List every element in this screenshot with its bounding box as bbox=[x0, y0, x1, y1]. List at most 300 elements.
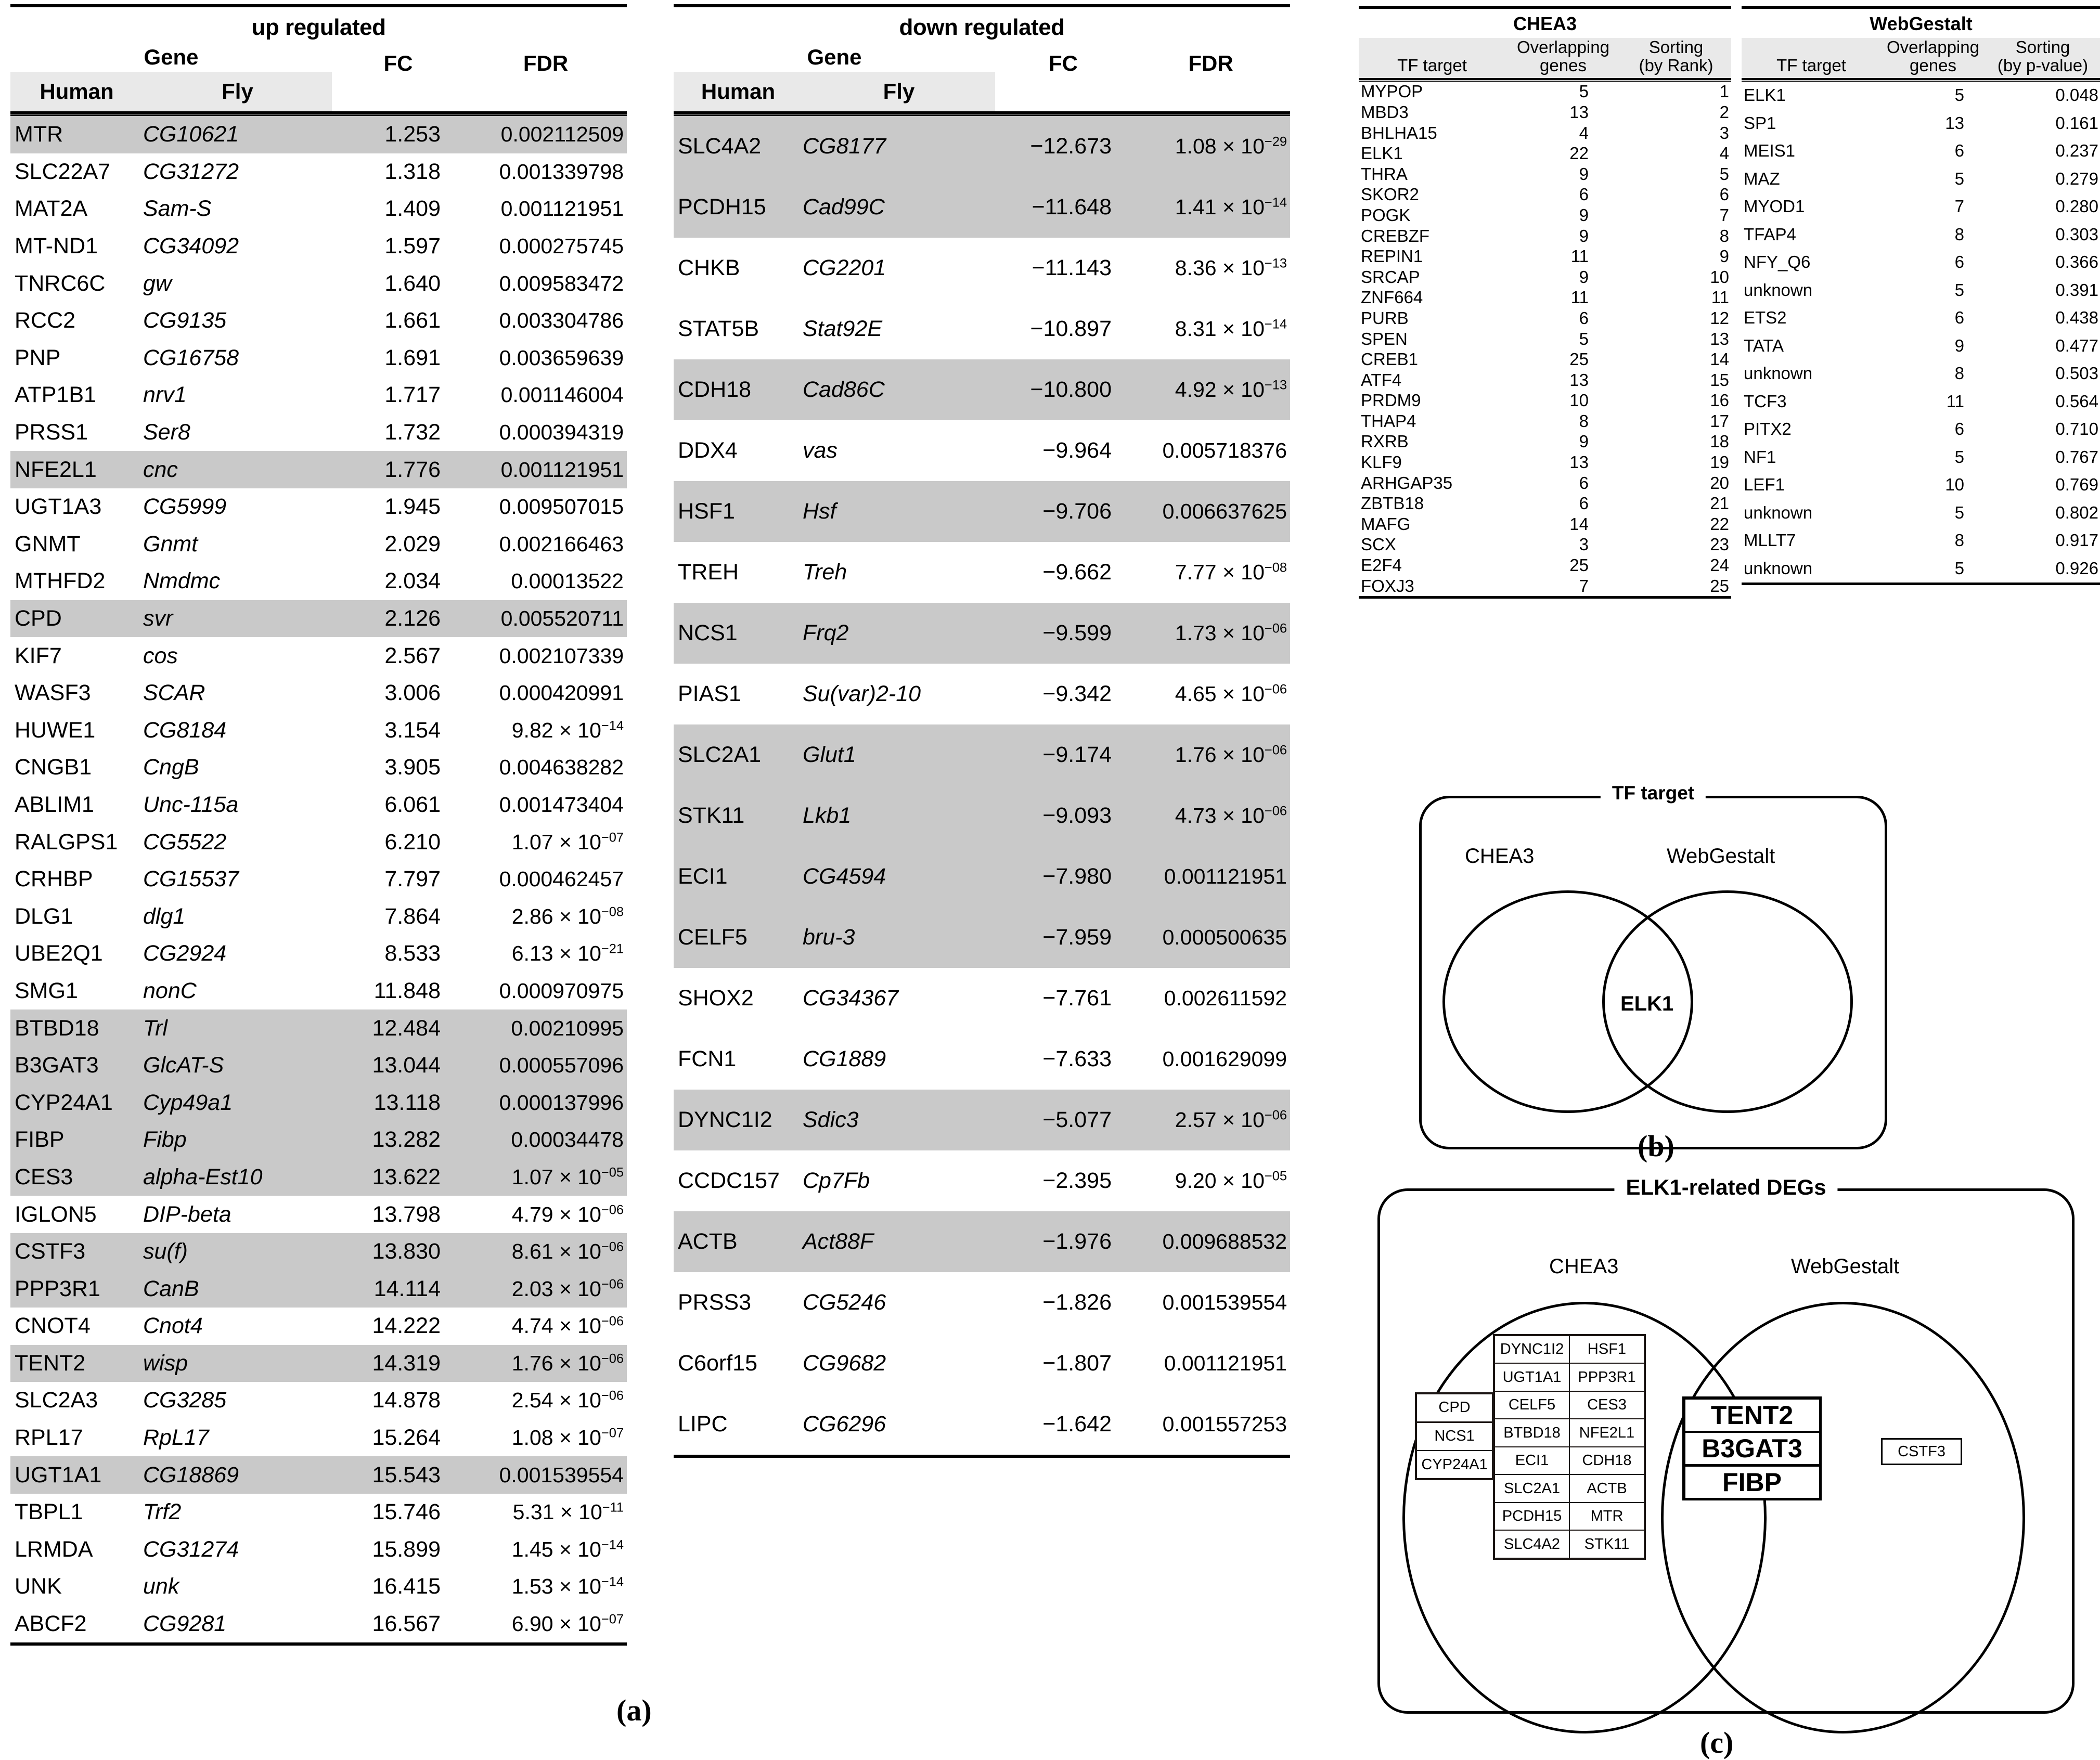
cell-sorting: 2 bbox=[1719, 102, 1729, 122]
cell-overlapping-genes: 6 bbox=[1954, 419, 1964, 439]
cell-fly: Hsf bbox=[803, 499, 836, 524]
cell-human: TENT2 bbox=[15, 1350, 86, 1376]
table-row bbox=[10, 786, 627, 824]
cell-fdr: 0.002107339 bbox=[499, 643, 624, 668]
chea3-body bbox=[1359, 82, 1731, 597]
cell-fc: 2.029 bbox=[384, 531, 441, 557]
cell-fdr: $1.76 \times 10^{-06}$ bbox=[1175, 743, 1287, 767]
table-row bbox=[10, 1606, 627, 1643]
cell-overlapping-genes: 5 bbox=[1579, 82, 1589, 101]
cell-overlapping-genes: 6 bbox=[1954, 141, 1964, 161]
gene-cell: NFE2L1 bbox=[1569, 1418, 1645, 1447]
panel-b-label: (b) bbox=[1638, 1129, 1674, 1163]
cell-overlapping-genes: 9 bbox=[1579, 226, 1589, 245]
cell-tf-target: SKOR2 bbox=[1361, 185, 1419, 204]
cell-fdr: 0.001121951 bbox=[1164, 864, 1287, 888]
cell-sorting: 0.391 bbox=[2055, 280, 2098, 300]
col-header-fly: Fly bbox=[222, 79, 253, 103]
right-only-gene-box: CSTF3 bbox=[1881, 1438, 1962, 1465]
cell-fly: CanB bbox=[143, 1276, 199, 1301]
webgestalt-header-double-rule bbox=[1742, 78, 2100, 82]
chea3-row bbox=[1359, 576, 1731, 597]
cell-fly: Cad99C bbox=[803, 195, 885, 219]
cell-fly: CG34092 bbox=[143, 234, 239, 259]
cell-fdr: 0.001473404 bbox=[499, 792, 624, 817]
cell-fly: Su(var)2-10 bbox=[803, 681, 921, 706]
cell-fdr: $5.31 \times 10^{-11}$ bbox=[512, 1500, 624, 1524]
venn-b-right-label: WebGestalt bbox=[1667, 845, 1775, 868]
cell-fc: 1.640 bbox=[384, 270, 441, 296]
cell-tf-target: MBD3 bbox=[1361, 102, 1409, 122]
chea3-row bbox=[1359, 123, 1731, 144]
table-row bbox=[10, 1308, 627, 1345]
panel-c-venn bbox=[1377, 1175, 2075, 1759]
cell-sorting: 0.477 bbox=[2055, 335, 2098, 355]
cell-fly: alpha-Est10 bbox=[143, 1164, 263, 1189]
cell-human: KIF7 bbox=[15, 643, 62, 668]
venn-c-right-label: WebGestalt bbox=[1791, 1255, 1900, 1278]
cell-tf-target: ELK1 bbox=[1361, 144, 1403, 163]
table-row bbox=[10, 1456, 627, 1494]
webgestalt-row bbox=[1742, 276, 2100, 304]
cell-fly: RpL17 bbox=[143, 1425, 209, 1451]
cell-sorting: 0.926 bbox=[2055, 558, 2098, 578]
cell-tf-target: FOXJ3 bbox=[1361, 576, 1414, 596]
cell-fly: GlcAT-S bbox=[143, 1053, 224, 1078]
cell-fly: CG2201 bbox=[803, 255, 886, 280]
overlap-line2: genes bbox=[1910, 56, 1956, 75]
cell-overlapping-genes: 5 bbox=[1579, 329, 1589, 348]
cell-tf-target: REPIN1 bbox=[1361, 247, 1423, 266]
cell-fdr: 0.000420991 bbox=[499, 681, 624, 705]
table-row bbox=[674, 1090, 1290, 1150]
cell-fc: 1.318 bbox=[384, 159, 441, 184]
webgestalt-bottom-rule bbox=[1742, 583, 2100, 585]
table-row bbox=[10, 637, 627, 675]
table-row bbox=[674, 1333, 1290, 1394]
up-regulated-table bbox=[10, 4, 627, 1646]
cell-fdr: 0.000500635 bbox=[1162, 925, 1287, 949]
cell-fdr: 0.001121951 bbox=[500, 197, 624, 221]
cell-tf-target: CREB1 bbox=[1361, 350, 1419, 369]
cell-overlapping-genes: 5 bbox=[1954, 558, 1964, 578]
cell-fly: wisp bbox=[143, 1350, 188, 1376]
chea3-row bbox=[1359, 102, 1731, 123]
cell-fc: 14.878 bbox=[372, 1388, 441, 1413]
cell-overlapping-genes: 6 bbox=[1579, 473, 1589, 493]
cell-tf-target: PITX2 bbox=[1744, 419, 1792, 439]
cell-fly: Cp7Fb bbox=[803, 1168, 870, 1193]
webgestalt-table bbox=[1742, 6, 2100, 585]
cell-human: TNRC6C bbox=[15, 270, 106, 296]
chea3-bottom-rule bbox=[1359, 596, 1731, 599]
cell-sorting: 21 bbox=[1710, 494, 1729, 513]
cell-fdr: $1.76 \times 10^{-06}$ bbox=[511, 1351, 624, 1375]
webgestalt-row bbox=[1742, 221, 2100, 249]
intersection-gene-cell: B3GAT3 bbox=[1684, 1431, 1821, 1466]
table-row bbox=[10, 526, 627, 563]
cell-human: PRSS1 bbox=[15, 420, 88, 445]
chea3-row bbox=[1359, 411, 1731, 432]
webgestalt-row bbox=[1742, 360, 2100, 388]
table-row bbox=[674, 1394, 1290, 1455]
table-row bbox=[10, 153, 627, 191]
cell-tf-target: ELK1 bbox=[1744, 85, 1786, 105]
cell-overlapping-genes: 6 bbox=[1954, 308, 1964, 328]
chea3-table bbox=[1359, 6, 1731, 599]
cell-fdr: 0.001629099 bbox=[1162, 1047, 1287, 1071]
cell-sorting: 22 bbox=[1710, 514, 1729, 534]
header-double-rule bbox=[674, 111, 1290, 116]
cell-fly: Gnmt bbox=[143, 531, 198, 557]
venn-c-intersection-box bbox=[1682, 1396, 1822, 1500]
cell-tf-target: MYOD1 bbox=[1744, 197, 1805, 216]
cell-fly: CG4594 bbox=[803, 864, 886, 889]
cell-fdr: $2.57 \times 10^{-06}$ bbox=[1175, 1108, 1287, 1132]
cell-human: PPP3R1 bbox=[15, 1276, 100, 1301]
cell-fdr: 0.00013522 bbox=[511, 569, 624, 593]
venn-c-left-extra-column bbox=[1415, 1392, 1494, 1480]
cell-fc: 3.006 bbox=[384, 680, 441, 706]
cell-sorting: 11 bbox=[1711, 288, 1729, 307]
table-row bbox=[674, 785, 1290, 846]
cell-fly: CG15537 bbox=[143, 866, 239, 892]
cell-human: TBPL1 bbox=[15, 1499, 83, 1525]
cell-tf-target: unknown bbox=[1744, 364, 1813, 383]
table-row bbox=[10, 340, 627, 377]
cell-fdr: $7.77 \times 10^{-08}$ bbox=[1175, 560, 1287, 584]
cell-fdr: 0.009688532 bbox=[1162, 1230, 1287, 1253]
chea3-row bbox=[1359, 514, 1731, 535]
cell-human: CES3 bbox=[15, 1164, 73, 1189]
webgestalt-row bbox=[1742, 499, 2100, 527]
cell-overlapping-genes: 9 bbox=[1954, 335, 1964, 355]
cell-fc: 1.661 bbox=[384, 308, 441, 333]
chea3-row bbox=[1359, 535, 1731, 555]
table-row bbox=[10, 1494, 627, 1531]
table-row bbox=[10, 1270, 627, 1308]
cell-fdr: 0.00034478 bbox=[511, 1128, 624, 1152]
cell-sorting: 0.802 bbox=[2055, 502, 2098, 522]
cell-human: CCDC157 bbox=[678, 1168, 780, 1193]
cell-fdr: $4.74 \times 10^{-06}$ bbox=[511, 1314, 624, 1338]
table-row bbox=[10, 1084, 627, 1121]
cell-human: UGT1A3 bbox=[15, 494, 102, 520]
col-header-fdr: FDR bbox=[1188, 51, 1233, 75]
cell-tf-target: SP1 bbox=[1744, 113, 1776, 133]
cell-human: STK11 bbox=[678, 803, 745, 828]
gene-cell: CYP24A1 bbox=[1416, 1450, 1493, 1479]
cell-fc: 3.905 bbox=[384, 755, 441, 780]
cell-fdr: $1.45 \times 10^{-14}$ bbox=[511, 1537, 624, 1561]
cell-fdr: $1.41 \times 10^{-14}$ bbox=[1175, 195, 1287, 219]
table-row bbox=[674, 481, 1290, 542]
cell-fly: Unc-115a bbox=[143, 792, 239, 817]
cell-tf-target: ATF4 bbox=[1361, 370, 1402, 390]
table-row bbox=[674, 907, 1290, 968]
cell-overlapping-genes: 6 bbox=[1954, 252, 1964, 272]
cell-fdr: $1.07 \times 10^{-05}$ bbox=[511, 1164, 624, 1189]
cell-fc: −9.599 bbox=[1042, 620, 1112, 645]
gene-cell: STK11 bbox=[1569, 1530, 1645, 1559]
cell-fc: −9.662 bbox=[1042, 560, 1112, 585]
cell-fc: 1.253 bbox=[384, 122, 441, 147]
gene-group-header: Gene bbox=[144, 45, 199, 69]
cell-fdr: 0.002166463 bbox=[499, 532, 624, 556]
cell-tf-target: NF1 bbox=[1744, 447, 1776, 467]
cell-fdr: 0.001121951 bbox=[1164, 1351, 1287, 1375]
cell-fc: 6.061 bbox=[384, 792, 441, 817]
cell-fly: Nmdmc bbox=[143, 568, 221, 594]
cell-fly: CG5246 bbox=[803, 1290, 886, 1315]
cell-human: STAT5B bbox=[678, 316, 759, 341]
cell-overlapping-genes: 5 bbox=[1954, 447, 1964, 467]
table-row bbox=[10, 1345, 627, 1382]
cell-overlapping-genes: 14 bbox=[1569, 514, 1589, 534]
cell-fc: −1.807 bbox=[1042, 1351, 1112, 1376]
cell-overlapping-genes: 6 bbox=[1579, 494, 1589, 513]
cell-human: CNOT4 bbox=[15, 1313, 91, 1339]
cell-overlapping-genes: 9 bbox=[1579, 164, 1589, 184]
venn-c-right-ellipse bbox=[1661, 1302, 2025, 1733]
table-row bbox=[674, 603, 1290, 664]
cell-fdr: 0.001557253 bbox=[1162, 1412, 1287, 1436]
overlap-line1: Overlapping bbox=[1517, 37, 1609, 57]
cell-sorting: 0.366 bbox=[2055, 252, 2098, 272]
gene-cell: HSF1 bbox=[1569, 1335, 1645, 1364]
cell-overlapping-genes: 4 bbox=[1579, 123, 1589, 143]
cell-human: PIAS1 bbox=[678, 681, 741, 706]
cell-tf-target: CREBZF bbox=[1361, 226, 1429, 245]
gene-cell: NCS1 bbox=[1416, 1422, 1493, 1451]
cell-fc: 15.264 bbox=[372, 1425, 441, 1451]
table-row bbox=[10, 898, 627, 935]
cell-fc: 13.044 bbox=[372, 1053, 441, 1078]
cell-sorting: 14 bbox=[1710, 350, 1729, 369]
cell-sorting: 19 bbox=[1710, 452, 1729, 472]
cell-overlapping-genes: 8 bbox=[1954, 530, 1964, 550]
cell-sorting: 0.303 bbox=[2055, 224, 2098, 244]
cell-human: ACTB bbox=[678, 1229, 738, 1254]
cell-fly: nonC bbox=[143, 978, 197, 1003]
cell-fc: 1.732 bbox=[384, 420, 441, 445]
webgestalt-col-header-sorting bbox=[1985, 38, 2100, 75]
cell-fc: −7.959 bbox=[1042, 925, 1112, 950]
down-table-title: down regulated bbox=[899, 15, 1065, 40]
cell-tf-target: NFY_Q6 bbox=[1744, 252, 1811, 272]
gene-cell: ECI1 bbox=[1494, 1446, 1570, 1476]
cell-fc: 14.222 bbox=[372, 1313, 441, 1339]
cell-human: UBE2Q1 bbox=[15, 941, 103, 966]
cell-fdr: $4.92 \times 10^{-13}$ bbox=[1175, 378, 1287, 402]
cell-fc: 13.622 bbox=[372, 1164, 441, 1189]
table-row bbox=[10, 935, 627, 973]
cell-fly: svr bbox=[143, 606, 173, 631]
col-header-human: Human bbox=[40, 79, 114, 103]
gene-cell: PCDH15 bbox=[1494, 1502, 1570, 1531]
cell-fly: Stat92E bbox=[803, 316, 882, 341]
webgestalt-row bbox=[1742, 249, 2100, 277]
cell-fc: 8.533 bbox=[384, 941, 441, 966]
cell-fc: 14.114 bbox=[373, 1276, 441, 1301]
cell-fc: 1.945 bbox=[384, 494, 441, 520]
cell-overlapping-genes: 3 bbox=[1579, 535, 1589, 554]
cell-human: LIPC bbox=[678, 1412, 728, 1437]
cell-tf-target: ARHGAP35 bbox=[1361, 473, 1453, 493]
chea3-row bbox=[1359, 82, 1731, 102]
cell-human: ABCF2 bbox=[15, 1611, 87, 1637]
cell-fc: −1.976 bbox=[1042, 1229, 1112, 1254]
cell-human: SLC22A7 bbox=[15, 159, 111, 184]
table-row bbox=[674, 299, 1290, 359]
cell-human: RCC2 bbox=[15, 308, 76, 333]
cell-fdr: $8.61 \times 10^{-06}$ bbox=[511, 1239, 624, 1264]
down-regulated-table bbox=[674, 4, 1290, 1458]
cell-fc: −11.143 bbox=[1032, 255, 1112, 280]
cell-fdr: $1.08 \times 10^{-29}$ bbox=[1175, 134, 1287, 158]
table-row bbox=[674, 1029, 1290, 1090]
cell-fdr: 0.005520711 bbox=[500, 606, 624, 631]
cell-fc: −10.800 bbox=[1030, 377, 1112, 402]
cell-human: MTHFD2 bbox=[15, 568, 106, 594]
cell-fc: 16.567 bbox=[372, 1611, 441, 1637]
table-row bbox=[674, 724, 1290, 785]
webgestalt-row bbox=[1742, 387, 2100, 416]
table-row bbox=[10, 1047, 627, 1084]
chea3-col-header-overlap bbox=[1505, 38, 1621, 75]
table-row bbox=[10, 1159, 627, 1196]
cell-tf-target: unknown bbox=[1744, 280, 1813, 300]
table-row bbox=[674, 116, 1290, 177]
cell-sorting: 25 bbox=[1710, 576, 1729, 596]
table-row bbox=[10, 861, 627, 898]
chea3-row bbox=[1359, 143, 1731, 164]
cell-sorting: 0.237 bbox=[2055, 141, 2098, 161]
cell-fly: Sdic3 bbox=[803, 1107, 859, 1132]
intersection-gene-cell: TENT2 bbox=[1684, 1398, 1821, 1432]
cell-fc: 1.409 bbox=[384, 196, 441, 222]
cell-fdr: $4.73 \times 10^{-06}$ bbox=[1175, 804, 1287, 827]
cell-fdr: $1.08 \times 10^{-07}$ bbox=[511, 1426, 624, 1450]
webgestalt-row bbox=[1742, 109, 2100, 137]
cell-fc: 15.746 bbox=[372, 1499, 441, 1525]
cell-fly: CG8184 bbox=[143, 717, 227, 743]
cell-sorting: 4 bbox=[1719, 144, 1729, 163]
table-row bbox=[674, 1211, 1290, 1272]
chea3-header-row bbox=[1359, 38, 1731, 78]
cell-sorting: 1 bbox=[1719, 82, 1729, 101]
gene-cell: PPP3R1 bbox=[1569, 1363, 1645, 1392]
cell-fdr: 0.003304786 bbox=[499, 308, 624, 333]
cell-overlapping-genes: 11 bbox=[1570, 247, 1589, 266]
webgestalt-row bbox=[1742, 332, 2100, 360]
cell-human: ABLIM1 bbox=[15, 792, 94, 817]
cell-overlapping-genes: 7 bbox=[1579, 576, 1589, 596]
cell-fly: unk bbox=[143, 1574, 179, 1599]
webgestalt-title: WebGestalt bbox=[1870, 13, 1973, 34]
cell-sorting: 16 bbox=[1710, 391, 1729, 410]
cell-tf-target: MEIS1 bbox=[1744, 141, 1796, 161]
chea3-row bbox=[1359, 205, 1731, 226]
cell-fdr: $9.20 \times 10^{-05}$ bbox=[1175, 1169, 1287, 1193]
table-bottom-rule bbox=[10, 1642, 627, 1646]
chea3-row bbox=[1359, 164, 1731, 185]
cell-tf-target: SCX bbox=[1361, 535, 1396, 554]
cell-human: HUWE1 bbox=[15, 717, 96, 743]
cell-tf-target: TCF3 bbox=[1744, 391, 1787, 411]
cell-fc: 15.543 bbox=[372, 1462, 441, 1487]
cell-fly: CG9682 bbox=[803, 1351, 886, 1376]
cell-sorting: 7 bbox=[1719, 205, 1729, 225]
cell-fc: 2.567 bbox=[384, 643, 441, 668]
cell-fdr: 0.001539554 bbox=[1162, 1290, 1287, 1314]
cell-fdr: 0.000275745 bbox=[499, 234, 624, 258]
gene-cell: ACTB bbox=[1569, 1474, 1645, 1503]
chea3-row bbox=[1359, 267, 1731, 288]
cell-fly: nrv1 bbox=[143, 382, 187, 408]
cell-fc: −10.897 bbox=[1030, 316, 1112, 341]
chea3-title: CHEA3 bbox=[1513, 13, 1577, 34]
cell-fdr: 0.009583472 bbox=[499, 271, 624, 295]
cell-human: UGT1A1 bbox=[15, 1462, 102, 1487]
cell-fc: −9.706 bbox=[1042, 499, 1112, 524]
cell-fdr: 0.001339798 bbox=[499, 159, 624, 184]
sorting-line2: (by Rank) bbox=[1639, 56, 1714, 75]
up-table-header bbox=[10, 44, 627, 111]
cell-human: DDX4 bbox=[678, 438, 738, 463]
cell-sorting: 0.710 bbox=[2055, 419, 2098, 439]
chea3-row bbox=[1359, 288, 1731, 308]
table-row bbox=[10, 1382, 627, 1419]
sorting-line2: (by p-value) bbox=[1997, 56, 2089, 75]
cell-fdr: 0.00210995 bbox=[511, 1016, 624, 1040]
cell-fc: 13.798 bbox=[372, 1201, 441, 1227]
cell-fdr: 0.003659639 bbox=[499, 345, 624, 370]
cell-human: WASF3 bbox=[15, 680, 91, 706]
cell-fc: −9.342 bbox=[1042, 681, 1112, 706]
cell-fc: 12.484 bbox=[372, 1015, 441, 1041]
cell-fc: 15.899 bbox=[372, 1536, 441, 1562]
cell-human: HSF1 bbox=[678, 499, 735, 524]
cell-human: SLC4A2 bbox=[678, 134, 762, 159]
cell-sorting: 9 bbox=[1719, 247, 1729, 266]
cell-sorting: 3 bbox=[1719, 123, 1729, 143]
gene-cell: SLC2A1 bbox=[1494, 1474, 1570, 1503]
table-row bbox=[10, 190, 627, 228]
table-row bbox=[674, 177, 1290, 238]
cell-fly: CG3285 bbox=[143, 1388, 227, 1413]
table-row bbox=[674, 238, 1290, 299]
cell-fly: CG9281 bbox=[143, 1611, 227, 1637]
chea3-row bbox=[1359, 246, 1731, 267]
cell-tf-target: MAZ bbox=[1744, 169, 1780, 188]
cell-fdr: $1.07 \times 10^{-07}$ bbox=[511, 830, 624, 854]
venn-c-left-gene-grid bbox=[1493, 1334, 1646, 1560]
cell-fc: −7.633 bbox=[1042, 1046, 1112, 1071]
cell-fdr: $2.03 \times 10^{-06}$ bbox=[511, 1276, 624, 1301]
overlap-line2: genes bbox=[1540, 56, 1587, 75]
webgestalt-body bbox=[1742, 82, 2100, 583]
up-table-title: up regulated bbox=[251, 15, 386, 40]
cell-fly: dlg1 bbox=[143, 903, 186, 929]
cell-fc: −7.761 bbox=[1042, 986, 1112, 1011]
cell-human: UNK bbox=[15, 1574, 62, 1599]
cell-fc: −12.673 bbox=[1030, 134, 1112, 159]
cell-overlapping-genes: 8 bbox=[1579, 411, 1589, 431]
sorting-line1: Sorting bbox=[1648, 37, 1704, 57]
cell-human: RPL17 bbox=[15, 1425, 83, 1451]
cell-tf-target: KLF9 bbox=[1361, 452, 1402, 472]
